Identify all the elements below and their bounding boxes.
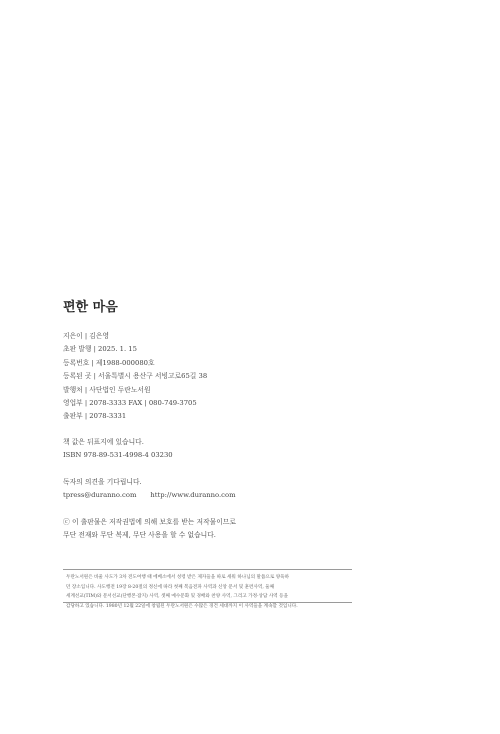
- contact-block: [63, 476, 236, 503]
- about-line-2: 던 장소입니다. 사도행전 19장 8-20절의 정신에 따라 첫째 복음전파 사역과 신앙 문서 및 훈련사역, 둘째: [66, 584, 275, 590]
- registration-number-line: 등록번호 | 제1988-000080호: [63, 358, 155, 367]
- email-link[interactable]: tpress@duranno.com: [63, 491, 137, 500]
- price-isbn-block: [63, 436, 173, 463]
- colophon-block: [63, 330, 207, 424]
- bottom-divider: [63, 602, 352, 603]
- publisher-about: [66, 573, 351, 611]
- top-divider: [63, 569, 352, 570]
- copyright-notice: [63, 516, 236, 543]
- publisher-line: 발행처 | 사단법인 두란노서원: [63, 385, 151, 394]
- isbn-line: ISBN 978-89-531-4998-4 03230: [63, 451, 173, 460]
- contact-links: [63, 489, 236, 502]
- about-line-1: 두란노서원은 바울 사도가 3차 전도여행 때 에베소에서 성령 받은 제자들을 따로 세워 하나님의 말씀으로 양육하: [66, 575, 290, 580]
- sales-phone-line: 영업부 | 2078-3333 FAX | 080-749-3705: [63, 399, 197, 408]
- about-line-4: 감당하고 있습니다. 1980년 12월 22일에 창립된 두란노서원은 수많은 경건 세대까지 이 사역들을 계속할 것입니다.: [66, 603, 298, 609]
- copyright-line-2: 무단 전재와 무단 복제, 무단 사용을 할 수 없습니다.: [63, 531, 216, 540]
- registered-address-line: 등록된 곳 | 서울특별시 용산구 서빙고로65길 38: [63, 372, 208, 381]
- editorial-phone-line: 출판부 | 2078-3331: [63, 412, 127, 421]
- copyright-line-1: ⓒ 이 출판물은 저작권법에 의해 보호를 받는 저작물이므로: [63, 518, 236, 526]
- publish-date-line: 초판 발행 | 2025. 1. 15: [63, 345, 137, 354]
- about-line-3: 세계선교(TIM)와 문서선교(단행본·잡지) 사역, 셋째 예수문화 및 경배와 찬양 사역, 그리고 가정·상담 사역 등을: [66, 594, 289, 600]
- reader-invite: 독자의 의견을 기다립니다.: [63, 478, 142, 486]
- author-line: 지은이 | 김은영: [63, 332, 110, 340]
- price-note: 책 값은 뒤표지에 있습니다.: [63, 438, 144, 446]
- book-title: 편한 마음: [63, 300, 118, 315]
- website-link[interactable]: http://www.duranno.com: [150, 491, 236, 500]
